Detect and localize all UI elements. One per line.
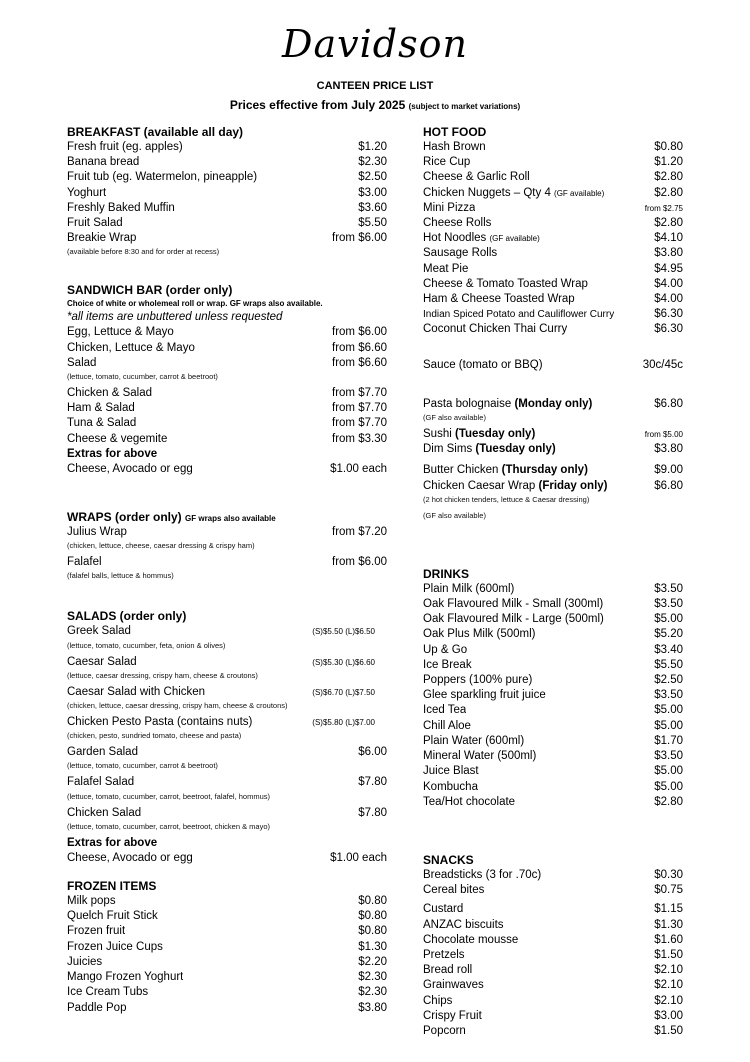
section-title: DRINKS — [423, 566, 470, 581]
menu-item — [423, 902, 683, 917]
menu-item — [423, 994, 683, 1009]
menu-item — [423, 764, 683, 779]
item-name: Pretzels — [423, 948, 465, 961]
wraps-section — [67, 509, 387, 582]
item-name: Hash Brown — [423, 141, 486, 153]
item-name: Fruit Salad — [67, 217, 123, 230]
item-price: $0.30 — [654, 868, 683, 881]
extras-title: Extras for above — [67, 447, 158, 460]
item-name: Plain Milk (600ml) — [423, 582, 515, 595]
item-name: Fruit tub (eg. Watermelon, pineapple) — [67, 171, 258, 184]
item-name-text: Chicken Nuggets – Qty 4 — [423, 186, 551, 199]
item-description: (2 hot chicken tenders, lettuce & Caesar dressing) — [423, 494, 590, 504]
item-price: $3.00 — [654, 1009, 683, 1022]
item-name-text: Butter Chicken — [423, 464, 499, 477]
sandwich-section — [67, 282, 387, 477]
left-column — [67, 124, 387, 1016]
item-name: Yoghurt — [67, 186, 107, 199]
menu-item — [423, 918, 683, 933]
menu-item — [423, 292, 683, 307]
item-price: $0.75 — [654, 884, 683, 897]
item-price: $1.00 each — [330, 462, 387, 475]
menu-item — [423, 170, 683, 185]
menu-item — [423, 322, 683, 337]
item-name: Ice Break — [423, 658, 472, 671]
item-price: $4.95 — [654, 262, 683, 275]
item-name: Paddle Pop — [67, 1001, 127, 1014]
item-name: Caesar Salad — [67, 655, 137, 668]
item-price: $0.80 — [358, 910, 387, 923]
item-tag: (GF available) — [489, 234, 540, 244]
item-price: $1.20 — [358, 141, 387, 153]
item-name: Cheese, Avocado or egg — [67, 462, 193, 475]
item-price: $5.00 — [654, 613, 683, 626]
item-description: (lettuce, tomato, cucumber, carrot & beetroot) — [67, 761, 218, 771]
menu-item — [423, 479, 683, 494]
item-name: Frozen fruit — [67, 925, 126, 938]
logo: Davidson — [282, 22, 468, 66]
item-name: Caesar Salad with Chicken — [67, 685, 206, 698]
menu-item — [67, 201, 387, 216]
menu-item — [423, 186, 683, 201]
item-price: $6.80 — [654, 479, 683, 492]
extras-title: Extras for above — [67, 836, 158, 849]
item-price: from $2.75 — [644, 203, 683, 213]
item-price: $6.80 — [654, 397, 683, 410]
item-price: $5.00 — [654, 780, 683, 793]
item-name: Tea/Hot chocolate — [423, 795, 516, 808]
section-title — [67, 509, 387, 525]
item-price: $6.00 — [358, 746, 387, 759]
item-name: Mineral Water (500ml) — [423, 750, 537, 763]
menu-item — [67, 356, 387, 371]
item-name: Falafel — [67, 556, 102, 569]
item-price: $4.00 — [654, 293, 683, 306]
item-price: 30c/45c — [642, 358, 683, 371]
item-price: from $7.70 — [332, 417, 387, 430]
item-price: $2.80 — [654, 186, 683, 199]
menu-item — [423, 582, 683, 597]
item-price: $1.20 — [654, 156, 683, 169]
item-price: $2.10 — [654, 964, 683, 977]
item-name: Plain Water (600ml) — [423, 734, 525, 747]
item-name: Cheese & Garlic Roll — [423, 171, 530, 184]
item-name — [423, 463, 588, 478]
item-price: $4.10 — [654, 232, 683, 245]
item-price: from $6.60 — [332, 356, 387, 369]
menu-item — [423, 463, 683, 478]
item-price: $0.80 — [358, 895, 387, 908]
item-name: Glee sparkling fruit juice — [423, 689, 546, 702]
item-name: Cheese Rolls — [423, 217, 492, 230]
salads-section — [67, 608, 387, 866]
item-description: (chicken, pesto, sundried tomato, cheese and pasta) — [67, 731, 242, 741]
item-day: (Tuesday only) — [475, 443, 556, 456]
item-price: $1.15 — [654, 903, 683, 916]
menu-item — [67, 401, 387, 416]
item-price: $3.40 — [654, 643, 683, 656]
menu-item — [423, 688, 683, 703]
item-price: $5.20 — [654, 628, 683, 641]
item-price: from $3.30 — [332, 432, 387, 445]
item-name — [423, 397, 592, 412]
item-description: (lettuce, tomato, cucumber, carrot, beetroot, chicken & mayo) — [67, 821, 271, 831]
item-description: (GF also available) — [423, 510, 486, 520]
item-name: Julius Wrap — [67, 526, 127, 539]
item-description: (chicken, lettuce, cheese, caesar dressing & crispy ham) — [67, 541, 255, 551]
right-column — [423, 124, 683, 1039]
item-price: $3.50 — [654, 750, 683, 763]
item-price: from $7.70 — [332, 402, 387, 415]
item-day: (Tuesday only) — [454, 428, 536, 441]
item-price: $1.30 — [358, 940, 387, 953]
menu-item — [423, 978, 683, 993]
item-price: $0.80 — [654, 141, 683, 153]
menu-item — [67, 525, 387, 540]
menu-item — [67, 924, 387, 939]
menu-item — [423, 933, 683, 948]
item-price: from $7.70 — [332, 387, 387, 400]
item-name: Garden Salad — [67, 746, 138, 759]
section-title-note: GF wraps also available — [185, 514, 276, 524]
section-note: Choice of white or wholemeal roll or wrap. GF wraps also available. — [67, 299, 323, 309]
menu-item — [67, 341, 387, 356]
section-note-italic: *all items are unbuttered unless requested — [67, 311, 283, 324]
menu-item — [67, 462, 387, 477]
item-name — [423, 442, 556, 457]
item-day: (Thursday only) — [501, 464, 588, 477]
item-name: Egg, Lettuce & Mayo — [67, 326, 174, 339]
menu-item — [67, 806, 387, 821]
item-price: $2.50 — [358, 171, 387, 184]
item-name-text: Dim Sims — [423, 443, 473, 456]
item-price: $7.80 — [358, 806, 387, 819]
section-title: SNACKS — [423, 852, 474, 867]
item-name: Kombucha — [423, 780, 478, 793]
item-price: $2.80 — [654, 795, 683, 808]
item-description: (lettuce, caesar dressing, crispy ham, cheese & croutons) — [67, 670, 258, 680]
item-name: Salad — [67, 356, 97, 369]
item-description: (lettuce, tomato, cucumber, carrot, beetroot, falafel, hommus) — [67, 791, 271, 801]
item-price: from $6.00 — [332, 326, 387, 339]
item-price: $2.80 — [654, 217, 683, 230]
item-name: Oak Flavoured Milk - Small (300ml) — [423, 598, 604, 611]
item-name: ANZAC biscuits — [423, 918, 504, 931]
hot-food-section — [423, 124, 683, 522]
item-name: Grainwaves — [423, 979, 484, 992]
breakfast-section — [67, 124, 387, 258]
item-price: $3.60 — [358, 201, 387, 214]
menu-item — [423, 963, 683, 978]
item-name: Sauce (tomato or BBQ) — [423, 358, 543, 371]
item-price: $1.50 — [654, 948, 683, 961]
menu-item — [67, 775, 387, 790]
item-description: (available before 8:30 and for order at recess) — [67, 247, 220, 257]
menu-item — [423, 719, 683, 734]
menu-item — [423, 397, 683, 412]
menu-item — [423, 262, 683, 277]
menu-item — [67, 155, 387, 170]
item-name: Ham & Salad — [67, 402, 135, 415]
item-day: (Friday only) — [538, 479, 608, 492]
item-price: $3.50 — [654, 598, 683, 611]
item-name: Chicken, Lettuce & Mayo — [67, 341, 195, 354]
menu-item — [423, 1024, 683, 1039]
section-title-text: WRAPS (order only) — [67, 510, 182, 525]
effective-note: (subject to market variations) — [408, 102, 521, 111]
item-name: Meat Pie — [423, 262, 469, 275]
item-name: Rice Cup — [423, 156, 471, 169]
item-name: Breakie Wrap — [67, 232, 137, 245]
menu-item — [423, 1009, 683, 1024]
menu-item — [423, 216, 683, 231]
section-title: HOT FOOD — [423, 125, 487, 139]
snacks-section — [423, 852, 683, 1039]
item-price: from $6.60 — [332, 341, 387, 354]
menu-item — [423, 780, 683, 795]
item-name: Fresh fruit (eg. apples) — [67, 141, 183, 153]
item-name-text: Hot Noodles — [423, 232, 487, 245]
item-name — [423, 186, 604, 201]
item-name-text: Chicken Caesar Wrap — [423, 479, 536, 492]
item-price: from $6.00 — [332, 232, 387, 245]
section-title: BREAKFAST (available all day) — [67, 125, 244, 139]
section-title: SANDWICH BAR (order only) — [67, 283, 233, 298]
item-description: (lettuce, tomato, cucumber, carrot & beetroot) — [67, 372, 218, 382]
item-size-prices: (S)$5.80 (L)$7.00 — [312, 718, 375, 728]
item-price: $3.80 — [654, 443, 683, 456]
item-name: Cheese, Avocado or egg — [67, 851, 193, 864]
item-price: $6.30 — [654, 323, 683, 336]
menu-item — [423, 427, 683, 442]
item-name: Chicken Pesto Pasta (contains nuts) — [67, 716, 253, 729]
item-price: $3.50 — [654, 582, 683, 595]
menu-item — [67, 386, 387, 401]
effective-text: Prices effective from July 2025 — [229, 98, 406, 112]
item-name: Oak Flavoured Milk - Large (500ml) — [423, 613, 604, 626]
item-name: Ham & Cheese Toasted Wrap — [423, 293, 575, 306]
menu-item — [67, 1001, 387, 1016]
menu-item — [67, 745, 387, 760]
item-price: $2.20 — [358, 955, 387, 968]
item-name: Juice Blast — [423, 765, 479, 778]
menu-item — [423, 155, 683, 170]
item-price: $2.50 — [654, 674, 683, 687]
menu-item — [67, 170, 387, 185]
item-name: Iced Tea — [423, 704, 467, 717]
item-price: $5.00 — [654, 719, 683, 732]
menu-item — [67, 851, 387, 866]
item-price: $2.30 — [358, 156, 387, 169]
section-title: SALADS (order only) — [67, 609, 187, 624]
menu-item — [67, 715, 387, 730]
menu-item — [423, 627, 683, 642]
item-name: Chicken Salad — [67, 806, 142, 819]
menu-item — [423, 612, 683, 627]
menu-item — [423, 658, 683, 673]
menu-item — [67, 325, 387, 340]
item-name — [423, 231, 540, 246]
item-name: Breadsticks (3 for .70c) — [423, 868, 542, 881]
item-price: $3.50 — [654, 689, 683, 702]
menu-item — [423, 734, 683, 749]
menu-item — [423, 277, 683, 292]
menu-item — [67, 555, 387, 570]
item-name: Crispy Fruit — [423, 1009, 482, 1022]
menu-item — [67, 624, 387, 639]
item-price: from $7.20 — [332, 526, 387, 539]
item-price: from $6.00 — [332, 556, 387, 569]
item-price: $1.00 each — [330, 851, 387, 864]
item-name — [423, 427, 535, 442]
menu-item — [67, 894, 387, 909]
item-day: (Monday only) — [514, 397, 593, 410]
item-price: $1.50 — [654, 1024, 683, 1037]
item-name: Cheese & Tomato Toasted Wrap — [423, 277, 588, 290]
item-name: Chocolate mousse — [423, 933, 519, 946]
item-name: Mango Frozen Yoghurt — [67, 971, 184, 984]
item-tag: (GF available) — [554, 188, 605, 198]
menu-item — [67, 432, 387, 447]
item-description: (falafel balls, lettuce & hommus) — [67, 571, 174, 581]
item-size-prices: (S)$6.70 (L)$7.50 — [312, 687, 375, 697]
item-price: $2.30 — [358, 986, 387, 999]
item-name: Chicken & Salad — [67, 387, 153, 400]
item-price: $2.10 — [654, 979, 683, 992]
item-price: $5.00 — [654, 704, 683, 717]
item-name-text: Pasta bolognaise — [423, 397, 512, 410]
item-price: $1.70 — [654, 734, 683, 747]
menu-item — [67, 955, 387, 970]
item-name: Custard — [423, 903, 464, 916]
item-name: Popcorn — [423, 1024, 466, 1037]
item-name: Freshly Baked Muffin — [67, 201, 175, 214]
frozen-section — [67, 878, 387, 1016]
menu-item — [423, 246, 683, 261]
item-price: $9.00 — [654, 464, 683, 477]
menu-item — [423, 201, 683, 216]
item-name: Chips — [423, 994, 453, 1007]
menu-item — [67, 940, 387, 955]
item-name: Coconut Chicken Thai Curry — [423, 323, 568, 336]
menu-item — [67, 909, 387, 924]
item-name: Tuna & Salad — [67, 417, 137, 430]
menu-item — [67, 985, 387, 1000]
item-price: $2.10 — [654, 994, 683, 1007]
page-title: CANTEEN PRICE LIST — [316, 80, 434, 92]
menu-item — [67, 655, 387, 670]
item-price: $4.00 — [654, 277, 683, 290]
menu-item — [423, 597, 683, 612]
menu-item — [423, 442, 683, 457]
item-name: Bread roll — [423, 964, 473, 977]
menu-item — [67, 216, 387, 231]
section-title: FROZEN ITEMS — [67, 879, 157, 894]
item-name-text: Sushi — [423, 428, 452, 441]
effective-date — [0, 98, 750, 112]
menu-item — [423, 140, 683, 155]
menu-item — [423, 948, 683, 963]
item-name: Up & Go — [423, 643, 468, 656]
menu-item — [423, 643, 683, 658]
item-name: Mini Pizza — [423, 201, 476, 214]
item-size-prices: (S)$5.30 (L)$6.60 — [312, 657, 375, 667]
menu-item — [423, 883, 683, 898]
item-name: Falafel Salad — [67, 776, 135, 789]
menu-item — [67, 140, 387, 155]
item-price: $5.00 — [654, 765, 683, 778]
menu-item — [423, 749, 683, 764]
item-description: (lettuce, tomato, cucumber, feta, onion & olives) — [67, 640, 226, 650]
item-name: Ice Cream Tubs — [67, 986, 149, 999]
menu-item — [423, 231, 683, 246]
item-price: $7.80 — [358, 776, 387, 789]
item-price: $3.00 — [358, 186, 387, 199]
item-price: $5.50 — [358, 217, 387, 230]
item-price: $2.80 — [654, 171, 683, 184]
menu-item — [423, 358, 683, 373]
menu-item — [423, 307, 683, 322]
drinks-section — [423, 566, 683, 810]
item-name: Poppers (100% pure) — [423, 674, 533, 687]
menu-item — [423, 795, 683, 810]
item-description: (GF also available) — [423, 413, 486, 423]
item-price: $2.30 — [358, 971, 387, 984]
item-name: Milk pops — [67, 895, 116, 908]
item-price: from $5.00 — [644, 430, 683, 440]
item-name: Sausage Rolls — [423, 247, 498, 260]
menu-item — [67, 685, 387, 700]
item-price: $0.80 — [358, 925, 387, 938]
item-name: Indian Spiced Potato and Cauliflower Curry — [423, 309, 615, 321]
menu-item — [423, 868, 683, 883]
item-price: $3.80 — [358, 1001, 387, 1014]
item-name: Quelch Fruit Stick — [67, 910, 158, 923]
item-name: Frozen Juice Cups — [67, 940, 163, 953]
item-price: $6.30 — [654, 308, 683, 321]
item-size-prices: (S)$5.50 (L)$6.50 — [312, 627, 375, 637]
item-name: Cheese & vegemite — [67, 432, 168, 445]
item-name — [423, 479, 608, 494]
item-name: Oak Plus Milk (500ml) — [423, 628, 536, 641]
menu-item — [423, 703, 683, 718]
menu-item — [67, 186, 387, 201]
item-price: $1.60 — [654, 933, 683, 946]
menu-item — [67, 970, 387, 985]
item-name: Chill Aloe — [423, 719, 471, 732]
item-name: Cereal bites — [423, 884, 485, 897]
item-description: (chicken, lettuce, caesar dressing, crispy ham, cheese & croutons) — [67, 701, 288, 711]
item-name: Greek Salad — [67, 625, 131, 638]
menu-item — [423, 673, 683, 688]
item-price: $1.30 — [654, 918, 683, 931]
menu-item — [67, 231, 387, 246]
menu-item — [67, 416, 387, 431]
item-name: Juicies — [67, 955, 103, 968]
item-name: Banana bread — [67, 156, 140, 169]
item-price: $5.50 — [654, 658, 683, 671]
item-price: $3.80 — [654, 247, 683, 260]
